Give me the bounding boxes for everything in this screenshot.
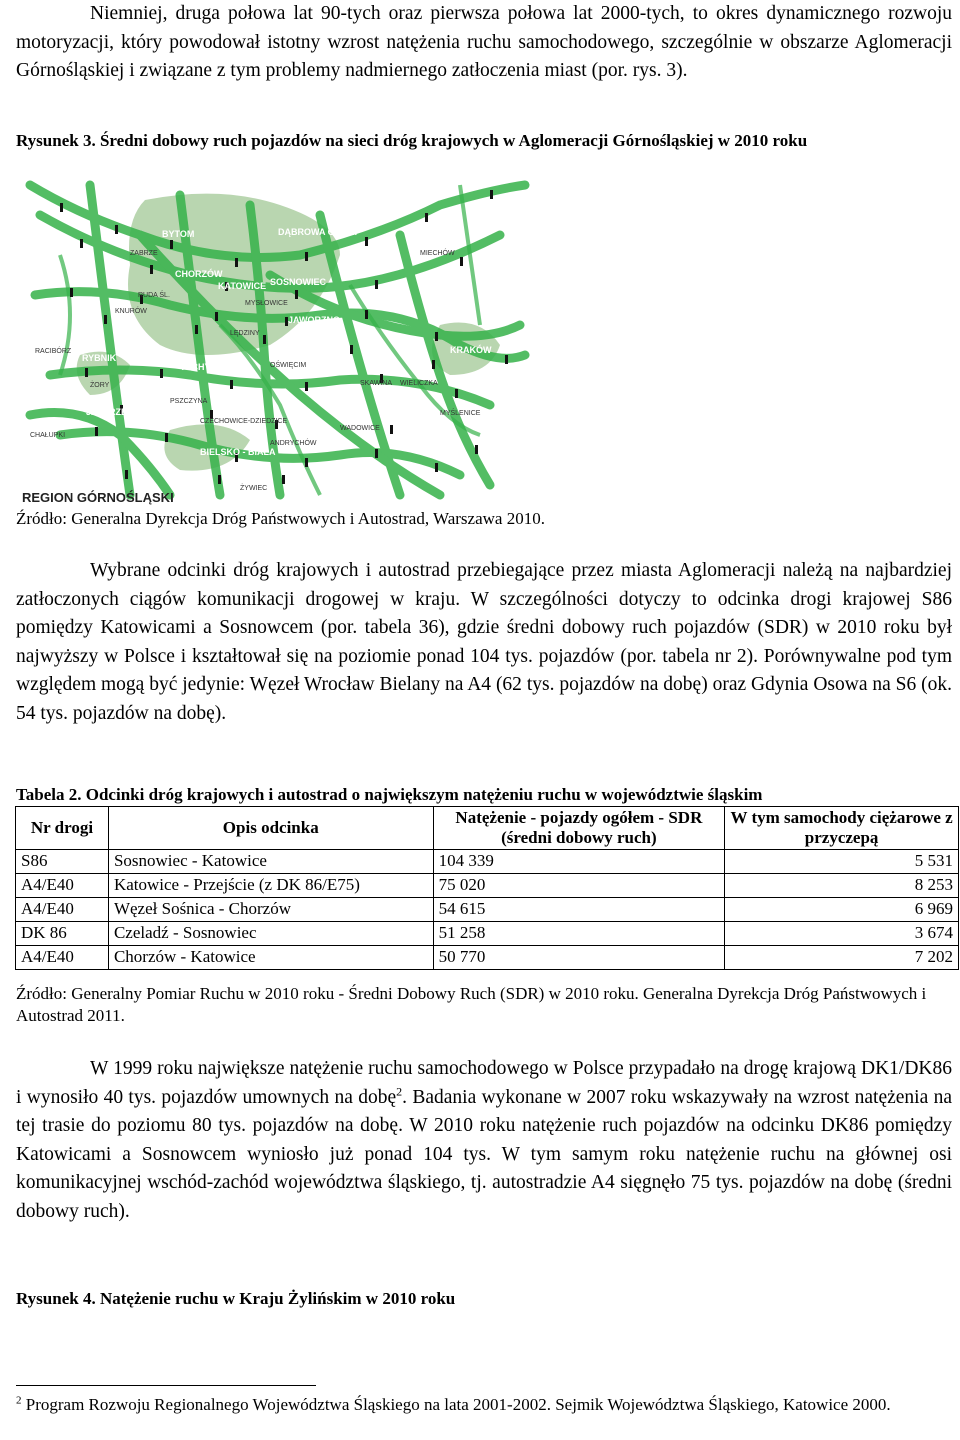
map-label: CZECHOWICE-DZIEDZICE	[200, 418, 288, 425]
paragraph-2: Wybrane odcinki dróg krajowych i autostrad przebiegające przez miasta Aglomeracji należą na najbardziej zatłoczonych ciągów komunikacji drogowej w kraju. W szczególności dotyczy to odcinka drogi krajowej S86 pomiędzy Katowicami a Sosnowcem (por. tabela 36), gdzie średni dobowy ruch pojazdów (SDR) w 2010 roku był najwyższy w Polsce i kształtował się na poziomie ponad 104 tys. pojazdów (por. tabela nr 2). Porównywalne pod tym względem mogą być jedynie: Węzeł Wrocław Bielany na A4 (62 tys. pojazdów na dobę) oraz Gdynia Osowa na S6 (ok. 54 tys. pojazdów na dobę).	[16, 560, 952, 724]
figure-4-caption: Rysunek 4. Natężenie ruchu w Kraju Żylińskim w 2010 roku	[16, 1289, 456, 1308]
paragraph-3	[16, 1055, 952, 1226]
header-section: Opis odcinka	[108, 807, 433, 850]
paragraph-3-text-cont: . Badania wykonane w 2007 roku wskazywały na wzrost natężenia na tej trasie do poziomu 80 tys. pojazdów na dobę. W 2010 roku natężenie ruch pojazdów na odcinku DK86 pomiędzy Katowicami a Sosnowcem wyniosło już ponad 104 tys. W tym samym roku natężenie ruchu na głównej osi komunikacyjnej wschód-zachód województwa śląskiego, tj. autostradzie A4 sięgnęło 75 tys. pojazdów na dobę (średni dobowy ruch).	[16, 1086, 952, 1222]
map-label: ZABRZE	[130, 250, 158, 257]
cell-section: Węzeł Sośnica - Chorzów	[108, 898, 433, 922]
map-label: SOSNOWIEC	[270, 277, 327, 287]
map-label: PSZCZYNA	[170, 398, 208, 405]
cell-total: 75 020	[433, 874, 725, 898]
map-label: KNURÓW	[115, 308, 147, 315]
cell-road: DK 86	[16, 922, 109, 946]
cell-trucks: 7 202	[725, 946, 959, 970]
traffic-table	[15, 806, 959, 970]
map-label: BIELSKO - BIAŁA	[200, 447, 276, 457]
cell-total: 51 258	[433, 922, 725, 946]
map-label: KRAKÓW	[450, 345, 492, 355]
footnote-ref[interactable]: 2	[396, 1084, 403, 1098]
map-label: RYBNIK	[82, 353, 117, 363]
cell-section: Sosnowiec - Katowice	[108, 850, 433, 874]
table-2-source: Źródło: Generalny Pomiar Ruchu w 2010 roku - Średni Dobowy Ruch (SDR) w 2010 roku. Generalna Dyrekcja Dróg Państwowych i Autostrad 2011.	[16, 984, 927, 1025]
footnote-text: Program Rozwoju Regionalnego Województwa Śląskiego na lata 2001-2002. Sejmik Województwa Śląskiego, Katowice 2000.	[21, 1395, 891, 1414]
header-road-number: Nr drogi	[16, 807, 109, 850]
table-2-caption: Tabela 2. Odcinki dróg krajowych i autostrad o największym natężeniu ruchu w województwie śląskim	[16, 785, 763, 804]
paragraph-3-text: W 1999 roku największe natężenie ruchu samochodowego w Polsce przypadało na drogę krajową DK1/DK86 i wynosiło 40 tys. pojazdów umownych na dobę	[16, 1058, 952, 1108]
map-label: KATOWICE	[218, 281, 267, 291]
table-row	[16, 874, 959, 898]
cell-total: 50 770	[433, 946, 725, 970]
map-label: TYCHY	[180, 362, 211, 372]
map-label: MYŚLENICE	[440, 410, 481, 417]
figure-3-source: Źródło: Generalna Dyrekcja Dróg Państwowych i Autostrad, Warszawa 2010.	[16, 509, 545, 528]
map-label: WIELICZKA	[400, 380, 438, 387]
cell-trucks: 3 674	[725, 922, 959, 946]
map-label: ŻORY	[90, 382, 110, 389]
map-label: JASTRZĘBIE ZDRÓJ	[86, 407, 176, 417]
intro-paragraph: Niemniej, druga połowa lat 90-tych oraz pierwsza połowa lat 2000-tych, to okres dynamicznego rozwoju motoryzacji, który powodował istotny wzrost natężenia ruchu samochodowego, szczególnie w obszarze Aglomeracji Górnośląskiej i związane z tym problemy nadmiernego zatłoczenia miast (por. rys. 3).	[16, 3, 952, 81]
map-label: JAWORZNO	[288, 315, 341, 325]
cell-road: A4/E40	[16, 874, 109, 898]
cell-total: 104 339	[433, 850, 725, 874]
cell-trucks: 6 969	[725, 898, 959, 922]
cell-section: Chorzów - Katowice	[108, 946, 433, 970]
map-label: DĄBROWA GÓRN.	[278, 227, 358, 237]
table-row	[16, 850, 959, 874]
map-label: RUDA ŚL.	[138, 292, 170, 299]
figure-3-caption: Rysunek 3. Średni dobowy ruch pojazdów na sieci dróg krajowych w Aglomeracji Górnośląskiej w 2010 roku	[16, 131, 808, 150]
footnote	[16, 1394, 952, 1416]
footnote-divider	[16, 1385, 316, 1386]
footnote-number: 2	[16, 1394, 22, 1407]
map-label: LĘDZINY	[230, 330, 260, 337]
map-label: MIECHÓW	[420, 250, 455, 257]
map-label: BYTOM	[162, 229, 195, 239]
map-label: SKAWINA	[360, 380, 393, 387]
cell-trucks: 5 531	[725, 850, 959, 874]
cell-section: Katowice - Przejście (z DK 86/E75)	[108, 874, 433, 898]
map-label: CHORZÓW	[175, 269, 223, 279]
table-row	[16, 898, 959, 922]
region-label: REGION GÓRNOŚLĄSKI	[22, 490, 174, 505]
cell-road: A4/E40	[16, 898, 109, 922]
map-label: ANDRYCHÓW	[270, 440, 317, 447]
map-label: WADOWICE	[340, 425, 380, 432]
map-label: RACIBÓRZ	[35, 348, 72, 355]
map-label: ŻYWIEC	[240, 485, 268, 492]
map-label: CHAŁUPKI	[30, 432, 66, 439]
table-header-row	[16, 807, 959, 850]
cell-section: Czeladź - Sosnowiec	[108, 922, 433, 946]
cell-total: 54 615	[433, 898, 725, 922]
cell-trucks: 8 253	[725, 874, 959, 898]
table-row	[16, 946, 959, 970]
map-label: MYSŁOWICE	[245, 300, 288, 307]
header-total-traffic: Natężenie - pojazdy ogółem - SDR (średni dobowy ruch)	[433, 807, 725, 850]
map-label: CIESZYN	[70, 472, 110, 482]
table-row	[16, 922, 959, 946]
map-label: OŚWIĘCIM	[270, 362, 307, 369]
cell-road: S86	[16, 850, 109, 874]
traffic-map	[20, 175, 530, 505]
cell-road: A4/E40	[16, 946, 109, 970]
header-trucks: W tym samochody ciężarowe z przyczepą	[725, 807, 959, 850]
